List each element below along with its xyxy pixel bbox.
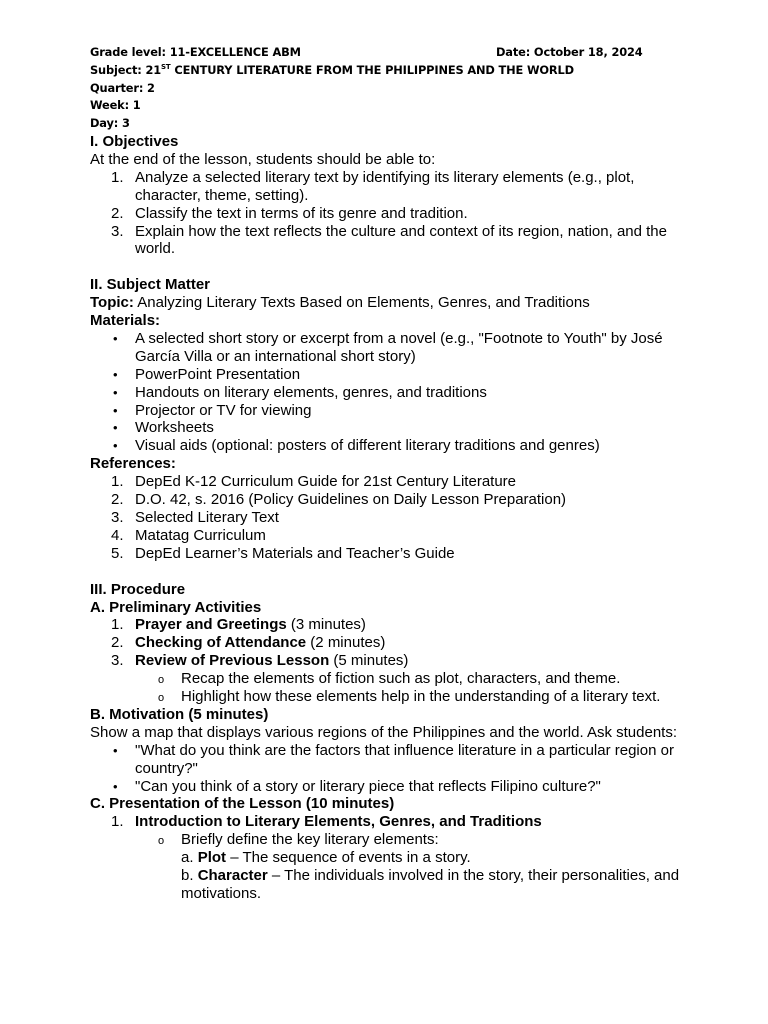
- objective-item: 3. Explain how the text reflects the culture and context of its region, nation, and the world.: [111, 222, 667, 258]
- reference-item: 2. D.O. 42, s. 2016 (Policy Guidelines on Daily Lesson Preparation): [111, 491, 567, 509]
- material-item: • Projector or TV for viewing: [113, 401, 312, 419]
- review-sub-item: o Recap the elements of fiction such as plot, characters, and theme.: [158, 670, 621, 688]
- header-grade-line: [90, 44, 690, 62]
- definition-character: b. Character – The individuals involved in the story, their personalities, and motivations.: [181, 867, 680, 903]
- references-heading: References:: [90, 455, 176, 473]
- reference-item: 1. DepEd K-12 Curriculum Guide for 21st Century Literature: [111, 473, 517, 491]
- material-item: • Visual aids (optional: posters of different literary traditions and genres): [113, 437, 600, 455]
- subject-title: CENTURY LITERATURE FROM THE PHILIPPINES AND THE WORLD: [170, 62, 574, 77]
- motivation-text: Show a map that displays various regions of the Philippines and the world. Ask students:: [90, 723, 677, 741]
- grade-level: Grade level: 11-EXCELLENCE ABM: [90, 45, 301, 59]
- objective-item: 2. Classify the text in terms of its genre and tradition.: [111, 204, 468, 222]
- motivation-question: • "Can you think of a story or literary piece that reflects Filipino culture?": [113, 777, 601, 795]
- header-subject-line: [90, 62, 690, 80]
- materials-heading: Materials:: [90, 312, 161, 330]
- subject-matter-heading: II. Subject Matter: [90, 276, 211, 294]
- week: Week: 1: [90, 98, 141, 113]
- presentation-heading: C. Presentation of the Lesson (10 minutes): [90, 795, 395, 813]
- reference-item: 4. Matatag Curriculum: [111, 526, 266, 544]
- procedure-heading: III. Procedure: [90, 580, 186, 598]
- subject-prefix: Subject: 21: [90, 62, 162, 77]
- motivation-heading: B. Motivation (5 minutes): [90, 705, 269, 723]
- topic-line: Topic: Analyzing Literary Texts Based on Elements, Genres, and Traditions: [90, 294, 590, 312]
- preliminary-item: 1. Prayer and Greetings (3 minutes): [111, 616, 366, 634]
- lesson-date: Date: October 18, 2024: [496, 45, 643, 59]
- quarter: Quarter: 2: [90, 80, 155, 95]
- definition-plot: a. Plot – The sequence of events in a story.: [181, 849, 471, 867]
- objectives-heading: I. Objectives: [90, 132, 179, 150]
- preliminary-item: 2. Checking of Attendance (2 minutes): [111, 634, 386, 652]
- material-item: • Worksheets: [113, 419, 214, 437]
- material-item: • Handouts on literary elements, genres, and traditions: [113, 383, 487, 401]
- material-item: • PowerPoint Presentation: [113, 365, 301, 383]
- objective-item: 1. Analyze a selected literary text by identifying its literary elements (e.g., plot, character, theme, setting).: [111, 168, 635, 204]
- motivation-question: • "What do you think are the factors that influence literature in a particular region or country?": [113, 741, 674, 777]
- reference-item: 3. Selected Literary Text: [111, 509, 279, 526]
- review-sub-item: o Highlight how these elements help in the understanding of a literary text.: [158, 688, 661, 706]
- subject-superscript: ST: [161, 62, 171, 71]
- presentation-item: 1. Introduction to Literary Elements, Genres, and Traditions: [111, 813, 542, 831]
- preliminary-item: 3. Review of Previous Lesson (5 minutes): [111, 652, 409, 670]
- presentation-sub-item: o Briefly define the key literary elements:: [158, 831, 439, 849]
- day: Day: 3: [90, 116, 130, 131]
- objectives-intro: At the end of the lesson, students should be able to:: [90, 150, 436, 168]
- material-item: • A selected short story or excerpt from a novel (e.g., "Footnote to Youth" by José García Villa or an international short story): [113, 329, 663, 365]
- lesson-plan-document: [90, 44, 690, 903]
- reference-item: 5. DepEd Learner’s Materials and Teacher’s Guide: [111, 544, 455, 562]
- preliminary-activities-heading: A. Preliminary Activities: [90, 598, 262, 616]
